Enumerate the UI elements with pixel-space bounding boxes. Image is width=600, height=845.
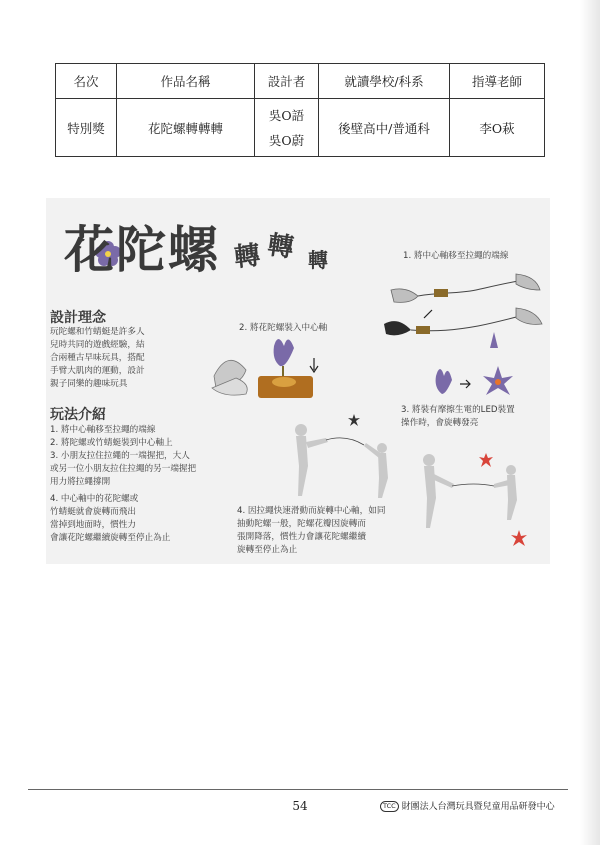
play-instructions: 1. 將中心軸移至拉繩的端線 2. 將陀螺或竹蜻蜓裝到中心軸上 3. 小朋友拉住拉繩的一端握把，大人 或另一位小朋友拉住拉繩的另一端握把 用力將拉繩撐開 4. 中心軸中的花陀螺或 竹蜻蜓就會旋轉而飛出 當掉到地面時，慣性力 會讓花陀螺繼續旋轉至停止為止: [50, 425, 197, 543]
tcc-logo-icon: TCC: [380, 801, 399, 812]
header-work-name: 作品名稱: [117, 64, 255, 99]
footer-divider: [28, 789, 568, 790]
designer-1: 吳O語: [268, 107, 305, 123]
step-2-caption: 2. 將花陀螺裝入中心軸: [239, 323, 328, 333]
footer-organization: [380, 799, 555, 812]
play-scene-right-illustration: [423, 454, 517, 528]
step1b-spinner-illustration: [384, 308, 542, 348]
cell-work-name: 花陀螺轉轉轉: [117, 99, 255, 157]
poster-title-zhuan-2: 轉: [265, 230, 296, 264]
step-3-caption: 3. 將裝有摩擦生電的LED裝置 操作時，會旋轉發亮: [401, 405, 515, 428]
poster-title: 花陀螺: [64, 221, 220, 279]
award-table-header-row: [56, 64, 545, 99]
play-heading: 玩法介紹: [50, 407, 106, 423]
step2-flower-spinner-illustration: [212, 339, 318, 398]
award-table: [55, 63, 545, 157]
step-4-caption: 4. 因拉繩快速滑動而旋轉中心軸，如同 抽動陀螺一般，陀螺花瓣因旋轉而 張開降落，慣性力會讓花陀螺繼續 旋轉至停止為止: [237, 506, 386, 555]
header-rank: 名次: [56, 64, 117, 99]
header-teacher: 指導老師: [450, 64, 545, 99]
cell-designer: [255, 99, 319, 157]
header-designer: 設計者: [255, 64, 319, 99]
flying-flower-icon-2: [511, 530, 527, 546]
play-scene-star-icon: [348, 414, 360, 426]
organization-name: 財團法人台灣玩具暨兒童用品研發中心: [401, 802, 555, 812]
page-number: 54: [292, 799, 308, 813]
poster-title-zhuan-3: 轉: [308, 248, 328, 272]
play-scene-right-string: [452, 484, 494, 486]
step-1-caption: 1. 將中心軸移至拉繩的端線: [403, 251, 509, 261]
step3-flower-illustration: [436, 366, 513, 395]
step1-spinner-illustration: [391, 274, 540, 302]
flying-flower-icon-1: [479, 453, 493, 467]
play-scene-left-illustration: [295, 424, 388, 498]
award-table-row: [56, 99, 545, 157]
product-poster: [46, 198, 550, 564]
designer-2: 吳O蔚: [268, 132, 305, 148]
concept-text: 玩陀螺和竹蜻蜓是許多人 兒時共同的遊戲經驗，結 合兩種古早味玩具，搭配 手臂大肌肉的運動，設計 親子同樂的趣味玩具: [50, 327, 145, 389]
cell-teacher: 李O萩: [450, 99, 545, 157]
cell-school: 後壁高中/普通科: [319, 99, 450, 157]
poster-title-zhuan-1: 轉: [232, 240, 262, 274]
play-scene-left-string: [326, 438, 364, 445]
page-edge-shadow: [580, 0, 600, 845]
header-school: 就讀學校/科系: [319, 64, 450, 99]
concept-heading: 設計理念: [50, 310, 106, 326]
cell-rank: 特別獎: [56, 99, 117, 157]
